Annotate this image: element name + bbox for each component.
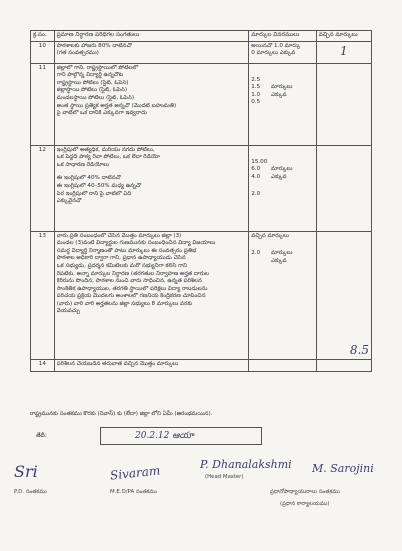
footer-note: రాష్ట్రమునకు సంతకము కొరకు (నివాస్) కు (లేదా) జిల్లా లోని ఏమీ (ఆరంభమయిన). bbox=[30, 411, 213, 417]
table-header-row bbox=[31, 31, 372, 42]
row-awarded: 1 bbox=[316, 41, 371, 63]
row-criteria: పరిశీలన చేయబడిన తరువాత వచ్చిన మొత్తం మార్కులు bbox=[54, 359, 249, 371]
row-awarded bbox=[316, 359, 371, 371]
row-awarded: 8.5 bbox=[316, 231, 371, 359]
signature-principal: M. Sarojini bbox=[312, 462, 374, 475]
signature-pd: Sri bbox=[14, 462, 38, 481]
row-awarded bbox=[316, 63, 371, 145]
marks-table bbox=[30, 30, 372, 372]
signature-principal-caption: ప్రధానోపాధ్యాయురాలు సంతకము bbox=[270, 489, 340, 495]
signature-pd-caption: P.D. సంతకము bbox=[14, 489, 47, 495]
date-label: తేదీ: bbox=[36, 432, 47, 439]
table-row bbox=[31, 63, 372, 145]
row-marks: వచ్చిన మార్కులు 2.0 మార్కులు ఎక్కువ bbox=[249, 231, 316, 359]
date-value: 20.2.12 ఆయా bbox=[135, 431, 194, 441]
row-num: 14 bbox=[31, 359, 55, 371]
row-marks bbox=[249, 359, 316, 371]
header-num: క్ర.సం. bbox=[31, 31, 55, 42]
row-marks: 2.5 1.5 మార్కులు 1.0 ఎక్కువ 0.5 bbox=[249, 63, 316, 145]
header-criteria: ప్రమాణ నిర్ధారణ పరిధిగల సంగతులు bbox=[54, 31, 249, 42]
row-marks: అయినచో 1.0 మార్కు 0 మార్కులు ఎక్కువ bbox=[249, 41, 316, 63]
table-row bbox=[31, 359, 372, 371]
row-criteria: వారు ప్రతి సంబంధంలో చేసిన మొత్తం మార్కులు జిల్లా (3) మండల (3)వంటి విద్యార్థుల గుణమునకు సంబంధించిన విద్యా విజయాలు సమర్థ విద్యార్థి నిర్మాణంతో పాటు మార్కులు ఈ సంవత్సరం ప్రతిభ పాఠశాల అధికారి ద్వారా గాని, ప్రధాన ఉపాధ్యాయుడు చేసిన ఒక సభ్యుడు, ప్రదర్శన కమిటీలకు మరో సభ్యునిగా కలిసి గాని రేపటికు, అన్నా మార్కుల నిర్ధారణ (తరగతుల నిర్వాహణ అర్హత దారుల కెరీరును పొందిన, పాఠశాల నుంచి వారు సాధించిన, ఉన్నత పరిశీలన సాంకేతిక ఉపాధ్యాయుల, తరగతి స్థాయిలో పరీక్షలు విద్యా రాబడులను పరిచయ ప్రక్రియ మొదలగు అంశాలలో గణనీయ కేంద్రీకరణ చూపించిన (వారు) వారి వారి అర్హతలను జిల్లా సభ్యులు 8 మార్కులు వరకు వేయవచ్చు bbox=[54, 231, 249, 359]
signature-headmaster-caption: (Head Master) bbox=[205, 474, 244, 480]
table-row bbox=[31, 41, 372, 63]
table-row bbox=[31, 231, 372, 359]
row-sub-header: వచ్చిన మార్కులు bbox=[251, 232, 289, 239]
row-awarded bbox=[316, 145, 371, 231]
row-num: 13 bbox=[31, 231, 55, 359]
row-marks: 15.00 6.0 మార్కులు 4.0 ఎక్కువ 2.0 bbox=[249, 145, 316, 231]
signature-meo-caption: M.E.O/PA సంతకము bbox=[110, 489, 157, 495]
row-criteria: పాఠశాలకు హాజరు 80% దాటినచో (గత సంవత్సరము) bbox=[54, 41, 249, 63]
row-criteria: జిల్లాలో గాని, రాష్ట్రస్థాయిలో పోటీలలో గాని పాల్గొన్న విద్యార్థి ఉన్నచోట రాష్ట్రస్థాయి పోటీలు (స్టేట్, ఓపెన్) జిల్లాస్థాయి పోటీలు (స్టేట్, ఓపెన్) మండలస్థాయి పోటీలు (స్టేట్, ఓపెన్) అంత స్థాయి ప్రత్యేక అర్హత అన్నచో (మొదటి బహుమతి) పై వాటిలో ఒక దానికి ఎక్కువగా ఇవ్వరాదు bbox=[54, 63, 249, 145]
row-criteria: ఇంగ్లీషులో అత్యధిక, మరియు నగదు పోటీలు, ఒక పెద్దది పాఠ్య రేవా పోటీలు, ఒక లేదా రేడియో ఒక సాధారణ రేడియోలు ఈ ఇంగ్లీషులో 40% దాటినచో ఈ ఇంగ్లీషులో 40–50% మధ్య ఉన్నచో పేర ఇంగ్లీషులో రాని పై వాటిలో ఏది ఎక్కువైనచో bbox=[54, 145, 249, 231]
signature-headmaster: P. Dhanalakshmi bbox=[200, 458, 292, 471]
header-awarded: వచ్చిన మార్కులు bbox=[316, 31, 371, 42]
row-num: 12 bbox=[31, 145, 55, 231]
row-num: 11 bbox=[31, 63, 55, 145]
signature-subcaption: (ప్రధాన కార్యాలయము) bbox=[280, 501, 330, 507]
table-row bbox=[31, 145, 372, 231]
row-num: 10 bbox=[31, 41, 55, 63]
signature-meo: Sivaram bbox=[109, 463, 161, 483]
header-marks-detail: మార్కుల వివరములు bbox=[249, 31, 316, 42]
